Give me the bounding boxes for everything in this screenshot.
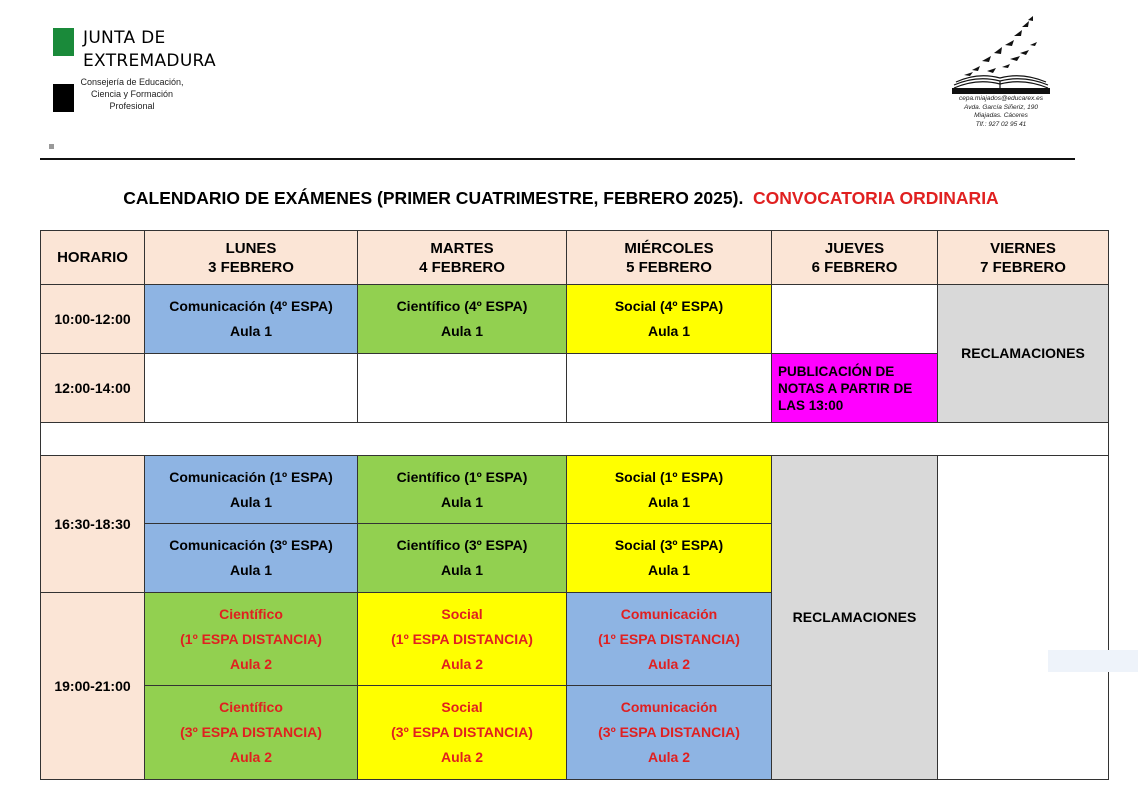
corner-header: HORARIO — [41, 231, 145, 285]
empty-cell — [772, 285, 938, 354]
exam-cell: Comunicación (3º ESPA DISTANCIA) Aula 2 — [567, 686, 772, 780]
cepa-email: cepa.miajados@educarex.es — [959, 95, 1043, 102]
empty-cell — [145, 354, 358, 423]
cepa-phone: Tlf.: 927 02 95 41 — [975, 120, 1027, 128]
cepa-contact — [942, 95, 1060, 129]
day-header-tuesday: MARTES 4 FEBRERO — [358, 231, 567, 285]
logo-black-square — [53, 84, 74, 112]
title-main: CALENDARIO DE EXÁMENES (PRIMER CUATRIMESTRE, FEBRERO 2025). — [123, 188, 744, 208]
day-header-monday: LUNES 3 FEBRERO — [145, 231, 358, 285]
row-10-12 — [41, 285, 1109, 354]
time-slot: 10:00-12:00 — [41, 285, 145, 354]
row-1630-a — [41, 456, 1109, 524]
header-divider — [40, 158, 1075, 160]
org-department: Consejería de Educación, Ciencia y Formación Profesional — [80, 77, 184, 111]
claims-cell-friday: RECLAMACIONES — [938, 285, 1109, 423]
exam-cell: Comunicación (3º ESPA) Aula 1 — [145, 524, 358, 593]
exam-cell: Científico (1º ESPA DISTANCIA) Aula 2 — [145, 593, 358, 686]
logo-green-square — [53, 28, 74, 56]
spacer-row — [41, 423, 1109, 456]
day-header-wednesday: MIÉRCOLES 5 FEBRERO — [567, 231, 772, 285]
claims-cell-thursday: RECLAMACIONES — [772, 456, 938, 780]
time-slot: 16:30-18:30 — [41, 456, 145, 593]
page-title — [0, 188, 1122, 209]
grades-publication-cell: PUBLICACIÓN DE NOTAS A PARTIR DE LAS 13:00 — [772, 354, 938, 423]
exam-cell: Comunicación (1º ESPA DISTANCIA) Aula 2 — [567, 593, 772, 686]
exam-cell: Social (3º ESPA DISTANCIA) Aula 2 — [358, 686, 567, 780]
org-name-line2: EXTREMADURA — [83, 51, 216, 71]
exam-cell: Social (4º ESPA) Aula 1 — [567, 285, 772, 354]
exam-cell: Científico (4º ESPA) Aula 1 — [358, 285, 567, 354]
exam-cell: Social (3º ESPA) Aula 1 — [567, 524, 772, 593]
exam-cell: Social (1º ESPA) Aula 1 — [567, 456, 772, 524]
time-slot: 19:00-21:00 — [41, 593, 145, 780]
header-row — [41, 231, 1109, 285]
exam-cell: Científico (1º ESPA) Aula 1 — [358, 456, 567, 524]
spacer-cell — [41, 423, 1109, 456]
empty-cell — [358, 354, 567, 423]
exam-cell: Científico (3º ESPA) Aula 1 — [358, 524, 567, 593]
empty-cell — [938, 456, 1109, 780]
time-slot: 12:00-14:00 — [41, 354, 145, 423]
exam-schedule-table — [40, 230, 1109, 780]
day-header-friday: VIERNES 7 FEBRERO — [938, 231, 1109, 285]
overlay-remnant — [1048, 650, 1138, 672]
cepa-address: Avda. García Siñeriz, 190 — [964, 103, 1038, 111]
book-birds-icon — [942, 15, 1060, 95]
exam-cell: Comunicación (1º ESPA) Aula 1 — [145, 456, 358, 524]
bullet-marker — [49, 144, 54, 149]
org-name-line1: JUNTA DE — [83, 28, 166, 48]
exam-cell: Comunicación (4º ESPA) Aula 1 — [145, 285, 358, 354]
title-highlight: CONVOCATORIA ORDINARIA — [753, 188, 999, 208]
junta-extremadura-logo — [52, 27, 216, 117]
exam-cell: Social (1º ESPA DISTANCIA) Aula 2 — [358, 593, 567, 686]
exam-cell: Científico (3º ESPA DISTANCIA) Aula 2 — [145, 686, 358, 780]
cepa-logo — [942, 15, 1060, 130]
empty-cell — [567, 354, 772, 423]
day-header-thursday: JUEVES 6 FEBRERO — [772, 231, 938, 285]
cepa-city: Miajadas. Cáceres — [974, 112, 1028, 119]
